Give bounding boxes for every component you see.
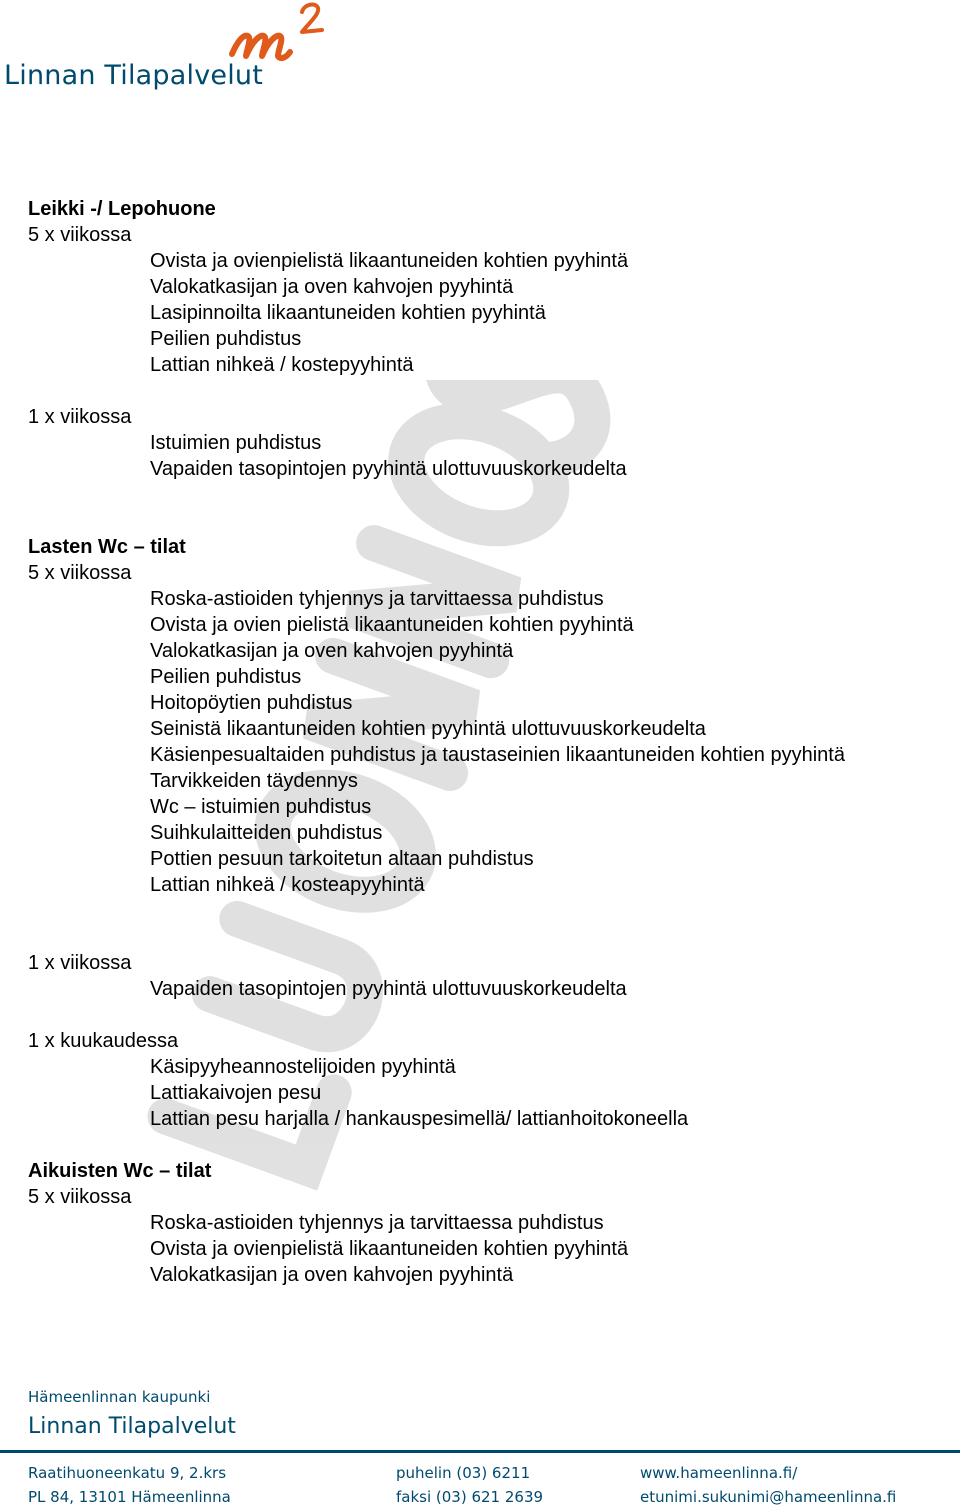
frequency-label: 1 x viikossa xyxy=(28,406,132,428)
frequency-label: 5 x viikossa xyxy=(28,224,132,246)
task-item: Roska-astioiden tyhjennys ja tarvittaessa puhdistus xyxy=(150,588,604,610)
task-item: Peilien puhdistus xyxy=(150,328,302,350)
cleaning-schedule xyxy=(28,196,948,1288)
footer-address: Raatihuoneenkatu 9, 2.krs xyxy=(28,1464,227,1482)
task-item: Istuimien puhdistus xyxy=(150,432,322,454)
task-item: Ovista ja ovien pielistä likaantuneiden kohtien pyyhintä xyxy=(150,614,634,636)
task-item: Lattian nihkeä / kosteapyyhintä xyxy=(150,874,425,896)
logo-text: Linnan Tilapalvelut xyxy=(4,60,263,91)
footer-city: Hämeenlinnan kaupunki xyxy=(28,1388,211,1406)
task-item: Lattian nihkeä / kostepyyhintä xyxy=(150,354,414,376)
task-item: Vapaiden tasopintojen pyyhintä ulottuvuuskorkeudelta xyxy=(150,458,627,480)
task-item: Ovista ja ovienpielistä likaantuneiden kohtien pyyhintä xyxy=(150,1238,629,1260)
task-item: Tarvikkeiden täydennys xyxy=(150,770,358,792)
footer-phone: puhelin (03) 6211 xyxy=(396,1464,531,1482)
frequency-label: 1 x kuukaudessa xyxy=(28,1030,179,1052)
task-item: Pottien pesuun tarkoitetun altaan puhdistus xyxy=(150,848,534,870)
task-item: Lattiakaivojen pesu xyxy=(150,1082,322,1104)
task-item: Peilien puhdistus xyxy=(150,666,302,688)
task-item: Seinistä likaantuneiden kohtien pyyhintä ulottuvuuskorkeudelta xyxy=(150,718,706,740)
task-item: Roska-astioiden tyhjennys ja tarvittaessa puhdistus xyxy=(150,1212,604,1234)
footer-divider xyxy=(0,1450,960,1453)
footer-organization: Linnan Tilapalvelut xyxy=(28,1414,236,1439)
task-item: Ovista ja ovienpielistä likaantuneiden kohtien pyyhintä xyxy=(150,250,629,272)
task-item: Vapaiden tasopintojen pyyhintä ulottuvuuskorkeudelta xyxy=(150,978,627,1000)
task-item: Lasipinnoilta likaantuneiden kohtien pyyhintä xyxy=(150,302,546,324)
task-item: Valokatkasijan ja oven kahvojen pyyhintä xyxy=(150,640,514,662)
frequency-label: 5 x viikossa xyxy=(28,562,132,584)
frequency-label: 1 x viikossa xyxy=(28,952,132,974)
section-title: Leikki -/ Lepohuone xyxy=(28,198,216,220)
footer-fax: faksi (03) 621 2639 xyxy=(396,1488,544,1506)
task-item: Valokatkasijan ja oven kahvojen pyyhintä xyxy=(150,276,514,298)
task-item: Valokatkasijan ja oven kahvojen pyyhintä xyxy=(150,1264,514,1286)
frequency-label: 5 x viikossa xyxy=(28,1186,132,1208)
task-item: Käsipyyheannostelijoiden pyyhintä xyxy=(150,1056,456,1078)
task-item: Käsienpesualtaiden puhdistus ja taustaseinien likaantuneiden kohtien pyyhintä xyxy=(150,744,845,766)
task-item: Wc – istuimien puhdistus xyxy=(150,796,372,818)
page-header xyxy=(0,0,960,110)
footer-website-link[interactable]: www.hameenlinna.fi/ xyxy=(640,1464,798,1482)
task-item: Lattian pesu harjalla / hankauspesimellä/ lattianhoitokoneella xyxy=(150,1108,689,1130)
footer-postal-address: PL 84, 13101 Hämeenlinna xyxy=(28,1488,231,1506)
task-item: Hoitopöytien puhdistus xyxy=(150,692,353,714)
section-title: Lasten Wc – tilat xyxy=(28,536,186,558)
footer-email-link[interactable]: etunimi.sukunimi@hameenlinna.fi xyxy=(640,1488,897,1506)
task-item: Suihkulaitteiden puhdistus xyxy=(150,822,383,844)
section-title: Aikuisten Wc – tilat xyxy=(28,1160,212,1182)
